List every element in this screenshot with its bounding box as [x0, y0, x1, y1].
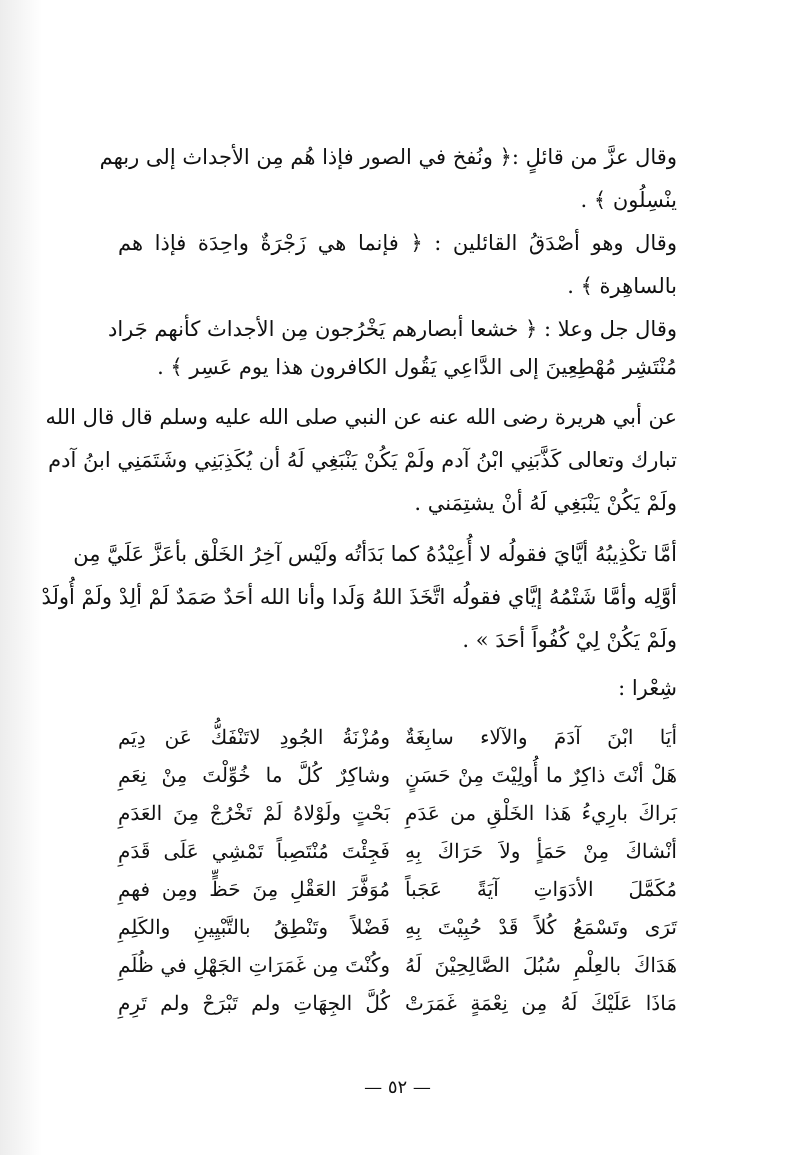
paragraph-4-line-3: ولَمْ يَكُنْ يَنْبَغِي لَهُ أنْ يشتِمَني . — [414, 491, 677, 515]
paragraph-5-line-1: أمَّا تكْذِيبُهُ أيَّايَ فقولُه لا أُعِيْدُهُ كما بَدَأتُه ولَيْس آخِرُ الخَلْق بأعَزَّ عَلَيَّ مِن — [73, 542, 677, 566]
verse-second-hemistich: كُلَّ الجِهَاتِ ولم تَبْرَحْ ولم تَرِمِ — [118, 991, 390, 1015]
verse-first-hemistich: أيَا ابْنَ آدَمَ والآلاء سابِغَةٌ — [405, 725, 677, 749]
paragraph-5-line-3: ولَمْ يَكُنْ لِيْ كُفُواً أحَدَ » . — [462, 628, 677, 652]
verse-second-hemistich: بَحْتٍ ولَوْلاهُ لَمْ تَخْرُجْ مِنَ العَدَمِ — [118, 801, 390, 825]
verse-first-hemistich: مَاذَا عَلَيْكَ لَهُ مِن نِعْمَةٍ غَمَرَتْ — [405, 991, 677, 1015]
verse-first-hemistich: هَدَاكَ بالعِلْمِ سُبُلَ الصَّالِحِيْنَ لَهُ — [405, 953, 677, 977]
poem-verse — [118, 722, 677, 756]
paragraph-3-line-1: وقال جل وعلا : ﴿ خشعا أبصارهم يَخْرُجون مِن الأجداث كأنهم جَراد — [108, 317, 677, 341]
verse-first-hemistich: أنْشاكَ مِنْ حَمَأٍ ولاَ حَرَاكَ بِهِ — [405, 839, 677, 863]
verse-second-hemistich: وشاكِرٌ كُلَّ ما خُوِّلْتَ مِنْ نِعَمِ — [118, 763, 390, 787]
paragraph-1-line-1: وقال عزَّ من قائلٍ :﴿ ونُفخ في الصور فإذا هُم مِن الأجداث إلى ربهم — [99, 145, 677, 169]
verse-first-hemistich: تَرَى وتَسْمَعُ كُلاً قَدْ حُبِيْتَ بِهِ — [405, 915, 677, 939]
paragraph-2-line-1: وقال وهو أصْدَقُ القائلين : ﴿ فإنما هي زَجْرَةٌ واحِدَة فإذا هم — [118, 231, 677, 255]
paragraph-5-line-2: أوَّلِه وأمَّا شَتْمُهُ إيَّاي فقولُه اتَّخَذَ اللهُ وَلَدا وأنا الله أحَدٌ صَمَدٌ لَمْ ألِدْ ولَمْ أُولَدْ — [41, 585, 677, 609]
verse-first-hemistich: هَلْ أنْتَ ذاكِرٌ ما أُولِيْتَ مِنْ حَسَنٍ — [405, 763, 677, 787]
verse-second-hemistich: فَجِئْتَ مُنْتَصِباً تَمْشِي عَلَى قَدَمِ — [118, 839, 390, 863]
paragraph-2-line-2: بالساهِرة ﴾ . — [567, 274, 677, 298]
poem-verse — [118, 760, 677, 794]
verse-first-hemistich: مُكَمَّلَ الأدَوَاتِ آيَةً عَجَباً — [405, 877, 677, 901]
paragraph-1-line-2: ينْسِلُون ﴾ . — [580, 188, 677, 212]
poem-heading: شِعْرا : — [618, 676, 677, 700]
poem-verse — [118, 988, 677, 1022]
paragraph-4-line-2: تبارك وتعالى كَذَّبَنِي ابْنُ آدم ولَمْ يَكُنْ يَنْبَغِي لَهُ أن يُكَذِبَنِي وشَتَمَنِي ابنُ آدم — [48, 448, 677, 472]
page-shadow-edge — [0, 0, 42, 1155]
paragraph-4-line-1: عن أبي هريرة رضى الله عنه عن النبي صلى الله عليه وسلم قال قال الله — [45, 405, 677, 429]
poem-verse — [118, 874, 677, 908]
poem-verse — [118, 798, 677, 832]
verse-second-hemistich: ومُزْنَةُ الجُودِ لاتَنْفَكُّ عَن دِيَم — [118, 725, 390, 749]
page-number: — ٥٢ — — [364, 1077, 431, 1098]
poem-verse — [118, 836, 677, 870]
verse-second-hemistich: فَضْلاً وتَنْطِقُ بالتَّبْيِينِ والكَلِمِ — [118, 915, 390, 939]
paragraph-3-line-2: مُنْتَشِر مُهْطِعِينَ إلى الدَّاعِي يَقُول الكافرون هذا يوم عَسِر ﴾ . — [157, 355, 677, 379]
verse-second-hemistich: مُوَفَّرَ العَقْلِ مِنَ حَظٍّ ومِن فهمِ — [118, 877, 390, 901]
verse-second-hemistich: وكُنْتَ مِن غَمَرَاتِ الجَهْلِ في ظُلَمِ — [118, 953, 390, 977]
verse-first-hemistich: بَراكَ بارِيءُ هَذا الخَلْقِ من عَدَمِ — [405, 801, 677, 825]
poem-verse — [118, 912, 677, 946]
poem-verse — [118, 950, 677, 984]
